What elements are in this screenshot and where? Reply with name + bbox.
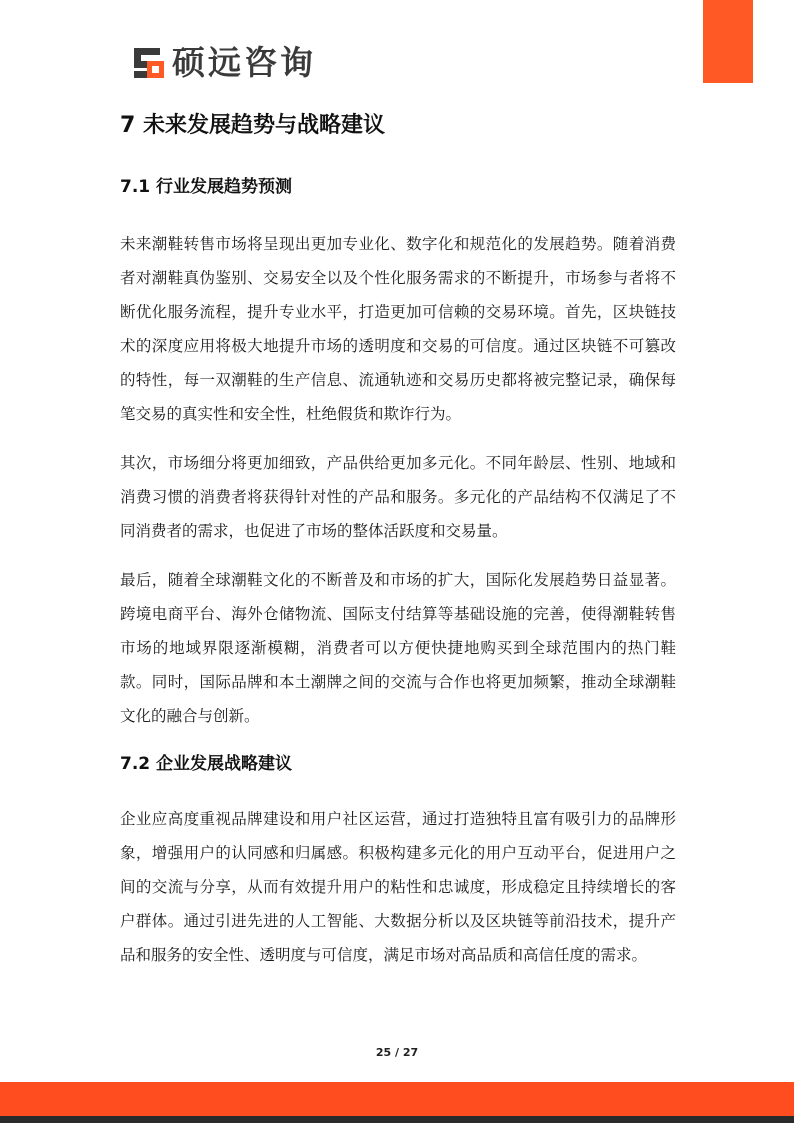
paragraph: 企业应高度重视品牌建设和用户社区运营，通过打造独特且富有吸引力的品牌形象，增强用户的认同感和归属感。积极构建多元化的用户互动平台，促进用户之间的交流与分享，从而有效提升用户的粘性和忠诚度，形成稳定且持续增长的客户群体。通过引进先进的人工智能、大数据分析以及区块链等前沿技术，提升产品和服务的安全性、透明度与可信度，满足市场对高品质和高信任度的需求。 [120,810,676,964]
logo-text: 硕远咨询 [172,43,316,82]
section-heading-7-1: 7.1 行业发展趋势预测 [120,177,293,197]
section-heading-7-2: 7.2 企业发展战略建议 [120,754,293,774]
company-logo [130,43,316,83]
paragraph: 最后，随着全球潮鞋文化的不断普及和市场的扩大，国际化发展趋势日益显著。跨境电商平台、海外仓储物流、国际支付结算等基础设施的完善，使得潮鞋转售市场的地域界限逐渐模糊，消费者可以方便快捷地购买到全球范围内的热门鞋款。同时，国际品牌和本土潮牌之间的交流与合作也将更加频繁，推动全球潮鞋文化的融合与创新。 [120,571,676,725]
paragraph: 其次，市场细分将更加细致，产品供给更加多元化。不同年龄层、性别、地域和消费习惯的消费者将获得针对性的产品和服务。多元化的产品结构不仅满足了不同消费者的需求，也促进了市场的整体活跃度和交易量。 [120,454,676,540]
footer-dark-bar [0,1116,794,1123]
chapter-title: 7 未来发展趋势与战略建议 [120,113,385,138]
corner-accent-bar [703,0,753,83]
footer-accent-bar [0,1082,794,1116]
logo-mark-icon [130,44,168,82]
page-number: 25 / 27 [375,1046,419,1059]
paragraph: 未来潮鞋转售市场将呈现出更加专业化、数字化和规范化的发展趋势。随着消费者对潮鞋真伪鉴别、交易安全以及个性化服务需求的不断提升，市场参与者将不断优化服务流程，提升专业水平，打造更加可信赖的交易环境。首先，区块链技术的深度应用将极大地提升市场的透明度和交易的可信度。通过区块链不可篡改的特性，每一双潮鞋的生产信息、流通轨迹和交易历史都将被完整记录，确保每笔交易的真实性和安全性，杜绝假货和欺诈行为。 [120,235,676,423]
